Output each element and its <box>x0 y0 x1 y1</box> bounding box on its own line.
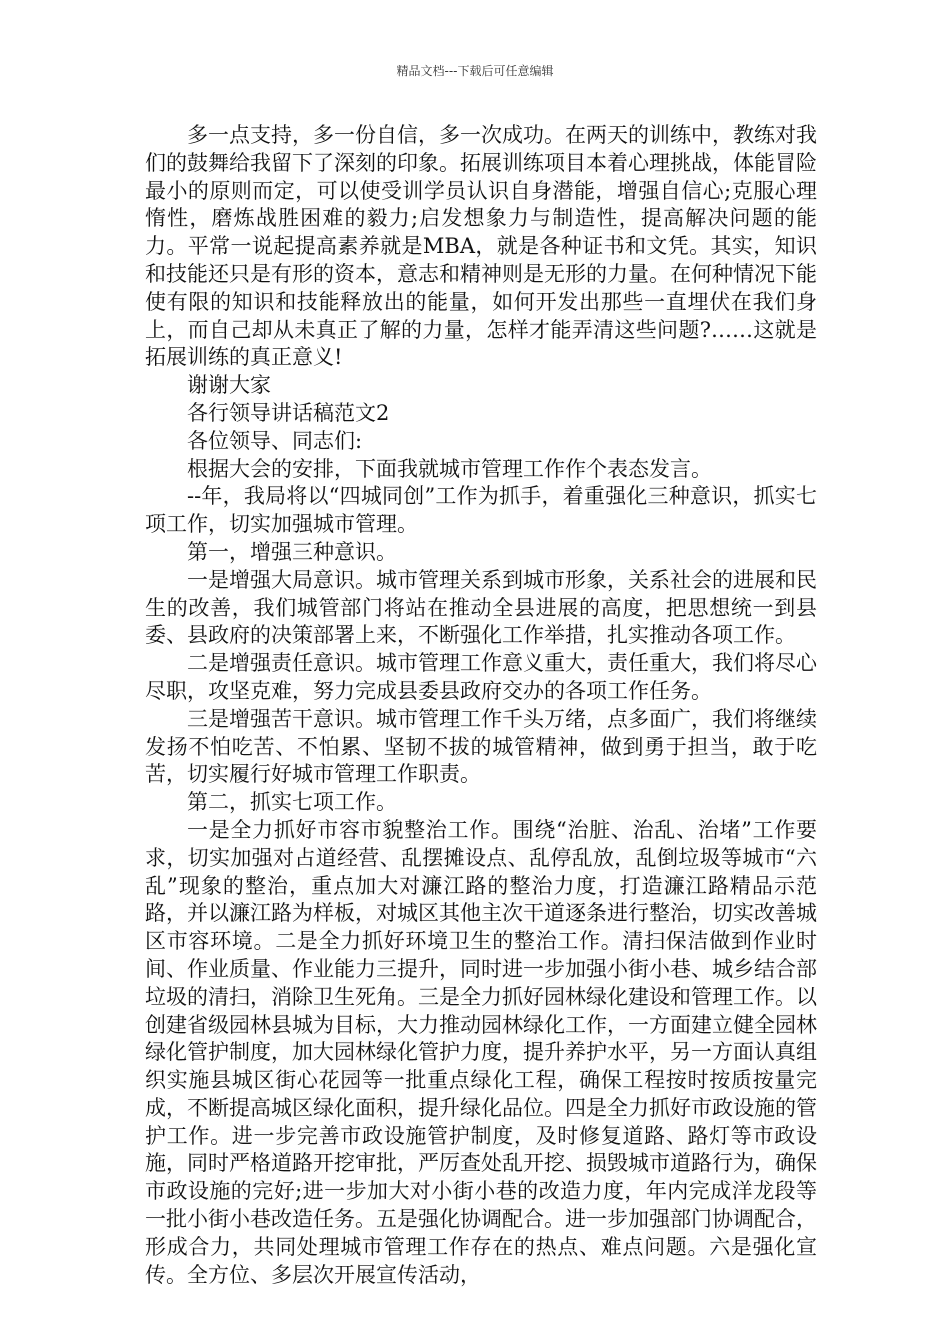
paragraph-responsibility-awareness: 二是增强责任意识。城市管理工作意义重大，责任重大，我们将尽心尽职，攻坚克难，努力完成县委县政府交办的各项工作任务。 <box>145 651 817 703</box>
paragraph-intro: 根据大会的安排，下面我就城市管理工作作个表态发言。 <box>187 456 712 481</box>
paragraph-heading-first: 第一，增强三种意识。 <box>187 539 397 564</box>
paragraph-training-reflection: 多一点支持，多一份自信，多一次成功。在两天的训练中，教练对我们的鼓舞给我留下了深刻的印象。拓展训练项目本着心理挑战，体能冒险最小的原则而定，可以使受训学员认识自身潜能，增强自信心;克服心理惰性，磨炼战胜困难的毅力;启发想象力与制造性，提高解决问题的能力。平常一说起提高素养就是MBA，就是各种证书和文凭。其实，知识和技能还只是有形的资本，意志和精神则是无形的力量。在何种情况下能使有限的知识和技能释放出的能量，如何开发出那些一直埋伏在我们身上，而自己却从未真正了解的力量，怎样才能弄清这些问题?……这就是拓展训练的真正意义! <box>145 123 817 370</box>
paragraph-overall-awareness: 一是增强大局意识。城市管理关系到城市形象，关系社会的进展和民生的改善，我们城管部门将站在推动全县进展的高度，把思想统一到县委、县政府的决策部署上来，不断强化工作举措，扎实推动各项工作。 <box>145 567 817 648</box>
paragraph-year-plan: --年，我局将以“四城同创”工作为抓手，着重强化三种意识，抓实七项工作，切实加强城市管理。 <box>145 484 817 537</box>
paragraph-heading-second: 第二，抓实七项工作。 <box>187 790 397 815</box>
paragraph-salutation: 各位领导、同志们: <box>187 428 363 453</box>
paragraph-thanks: 谢谢大家 <box>187 373 271 398</box>
document-body <box>145 122 817 1289</box>
page-header: 精品文档---下载后可任意编辑 <box>396 64 554 78</box>
paragraph-hardwork-awareness: 三是增强苦干意识。城市管理工作千头万绪，点多面广，我们将继续发扬不怕吃苦、不怕累、坚韧不拔的城管精神，做到勇于担当，敢于吃苦，切实履行好城市管理工作职责。 <box>145 706 817 787</box>
paragraph-seven-tasks: 一是全力抓好市容市貌整治工作。围绕“治脏、治乱、治堵”工作要求，切实加强对占道经营、乱摆摊设点、乱停乱放，乱倒垃圾等城市“六乱”现象的整治，重点加大对濂江路的整治力度，打造濂江路精品示范路，并以濂江路为样板，对城区其他主次干道逐条进行整治，切实改善城区市容环境。二是全力抓好环境卫生的整治工作。清扫保洁做到作业时间、作业质量、作业能力三提升，同时进一步加强小街小巷、城乡结合部垃圾的清扫，消除卫生死角。三是全力抓好园林绿化建设和管理工作。以创建省级园林县城为目标，大力推动园林绿化工作，一方面建立健全园林绿化管护制度，加大园林绿化管护力度，提升养护水平，另一方面认真组织实施县城区街心花园等一批重点绿化工程，确保工程按时按质按量完成，不断提高城区绿化面积，提升绿化品位。四是全力抓好市政设施的管护工作。进一步完善市政设施管护制度，及时修复道路、路灯等市政设施，同时严格道路开挖审批，严厉查处乱开挖、损毁城市道路行为，确保市政设施的完好;进一步加大对小街小巷的改造力度，年内完成洋龙段等一批小街小巷改造任务。五是强化协调配合。进一步加强部门协调配合，形成合力，共同处理城市管理工作存在的热点、难点问题。六是强化宣传。全方位、多层次开展宣传活动， <box>145 817 817 1287</box>
paragraph-section-title: 各行领导讲话稿范文2 <box>187 400 390 425</box>
